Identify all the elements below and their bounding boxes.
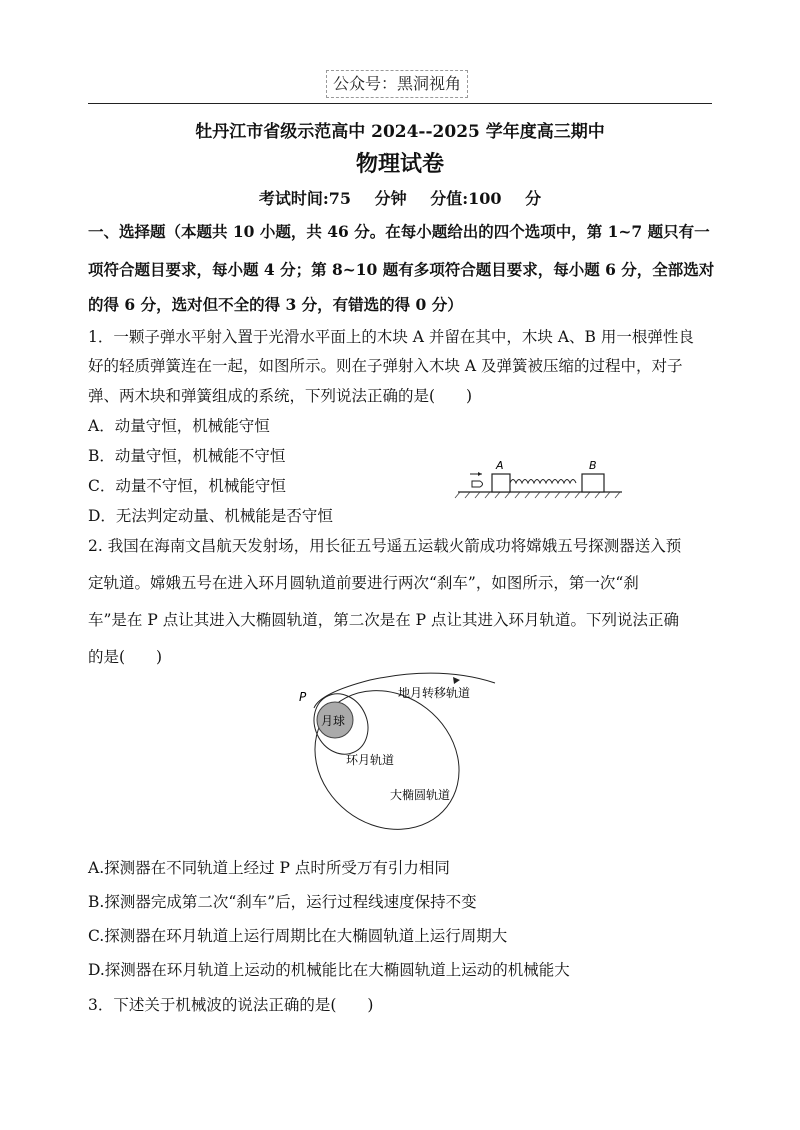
q1-option-c: C．动量不守恒，机械能守恒 — [88, 477, 286, 495]
q2-orbit-figure — [290, 668, 510, 838]
block-a — [492, 474, 510, 492]
transfer-arrow-icon — [453, 677, 460, 684]
exam-time-score: 考试时间:75 分钟 分值:100 分 — [258, 189, 542, 208]
q1-stem-line-2: 好的轻质弹簧连在一起，如图所示。则在子弹射入木块 A 及弹簧被压缩的过程中，对子 — [88, 357, 683, 375]
q2-stem-line-1: 2. 我国在海南文昌航天发射场，用长征五号遥五运载火箭成功将嫦娥五号探测器送入预 — [88, 537, 682, 555]
block-b — [582, 474, 604, 492]
watermark-box: 公众号：黑洞视角 — [326, 70, 468, 98]
q1-option-a: A．动量守恒，机械能守恒 — [88, 417, 270, 435]
label-point-p: P — [299, 690, 307, 704]
label-block-a: A — [496, 459, 504, 472]
q1-stem-line-1: 1．一颗子弹水平射入置于光滑水平面上的木块 A 并留在其中，木块 A、B 用一根弹性良 — [88, 328, 694, 346]
exam-subject-title: 物理试卷 — [355, 151, 444, 177]
label-circular-orbit: 环月轨道 — [346, 753, 395, 767]
q1-spring-blocks-figure — [450, 455, 630, 503]
q2-stem-line-2: 定轨道。嫦娥五号在进入环月圆轨道前要进行两次“刹车”，如图所示，第一次“刹 — [88, 574, 639, 592]
q3-stem-line-1: 3．下述关于机械波的说法正确的是( ) — [88, 996, 374, 1014]
q2-option-b: B.探测器完成第二次“刹车”后，运行过程线速度保持不变 — [88, 893, 477, 911]
section-instructions-line-1: 一、选择题（本题共 10 小题，共 46 分。在每小题给出的四个选项中，第 1~7 题只有一 — [88, 222, 710, 241]
header-rule — [88, 103, 712, 104]
q1-stem-line-3: 弹、两木块和弹簧组成的系统，下列说法正确的是( ) — [88, 387, 473, 405]
label-block-b: B — [589, 459, 597, 472]
exam-school-title: 牡丹江市省级示范高中 2024--2025 学年度高三期中 — [195, 122, 605, 142]
q2-option-a: A.探测器在不同轨道上经过 P 点时所受万有引力相同 — [88, 859, 450, 877]
spring-shape — [510, 480, 576, 484]
section-instructions-line-3: 的得 6 分，选对但不全的得 3 分，有错选的得 0 分） — [88, 295, 463, 314]
q1-option-b: B．动量守恒，机械能不守恒 — [88, 447, 286, 465]
label-ellipse-orbit: 大椭圆轨道 — [390, 788, 451, 802]
label-transfer-orbit: 地月转移轨道 — [398, 686, 471, 700]
q2-stem-line-3: 车”是在 P 点让其进入大椭圆轨道，第二次是在 P 点让其进入环月轨道。下列说法正确 — [88, 611, 679, 629]
q2-option-d: D.探测器在环月轨道上运动的机械能比在大椭圆轨道上运动的机械能大 — [88, 961, 570, 979]
section-instructions-line-2: 项符合题目要求，每小题 4 分；第 8~10 题有多项符合题目要求，每小题 6 分，全部选对 — [88, 260, 715, 279]
q2-option-c: C.探测器在环月轨道上运行周期比在大椭圆轨道上运行周期大 — [88, 927, 508, 945]
label-moon: 月球 — [321, 714, 346, 728]
bullet-shape — [472, 481, 483, 487]
q2-stem-line-4: 的是( ) — [88, 648, 163, 666]
bullet-direction-arrow-icon — [470, 472, 482, 476]
q1-option-d: D．无法判定动量、机械能是否守恒 — [88, 507, 333, 525]
